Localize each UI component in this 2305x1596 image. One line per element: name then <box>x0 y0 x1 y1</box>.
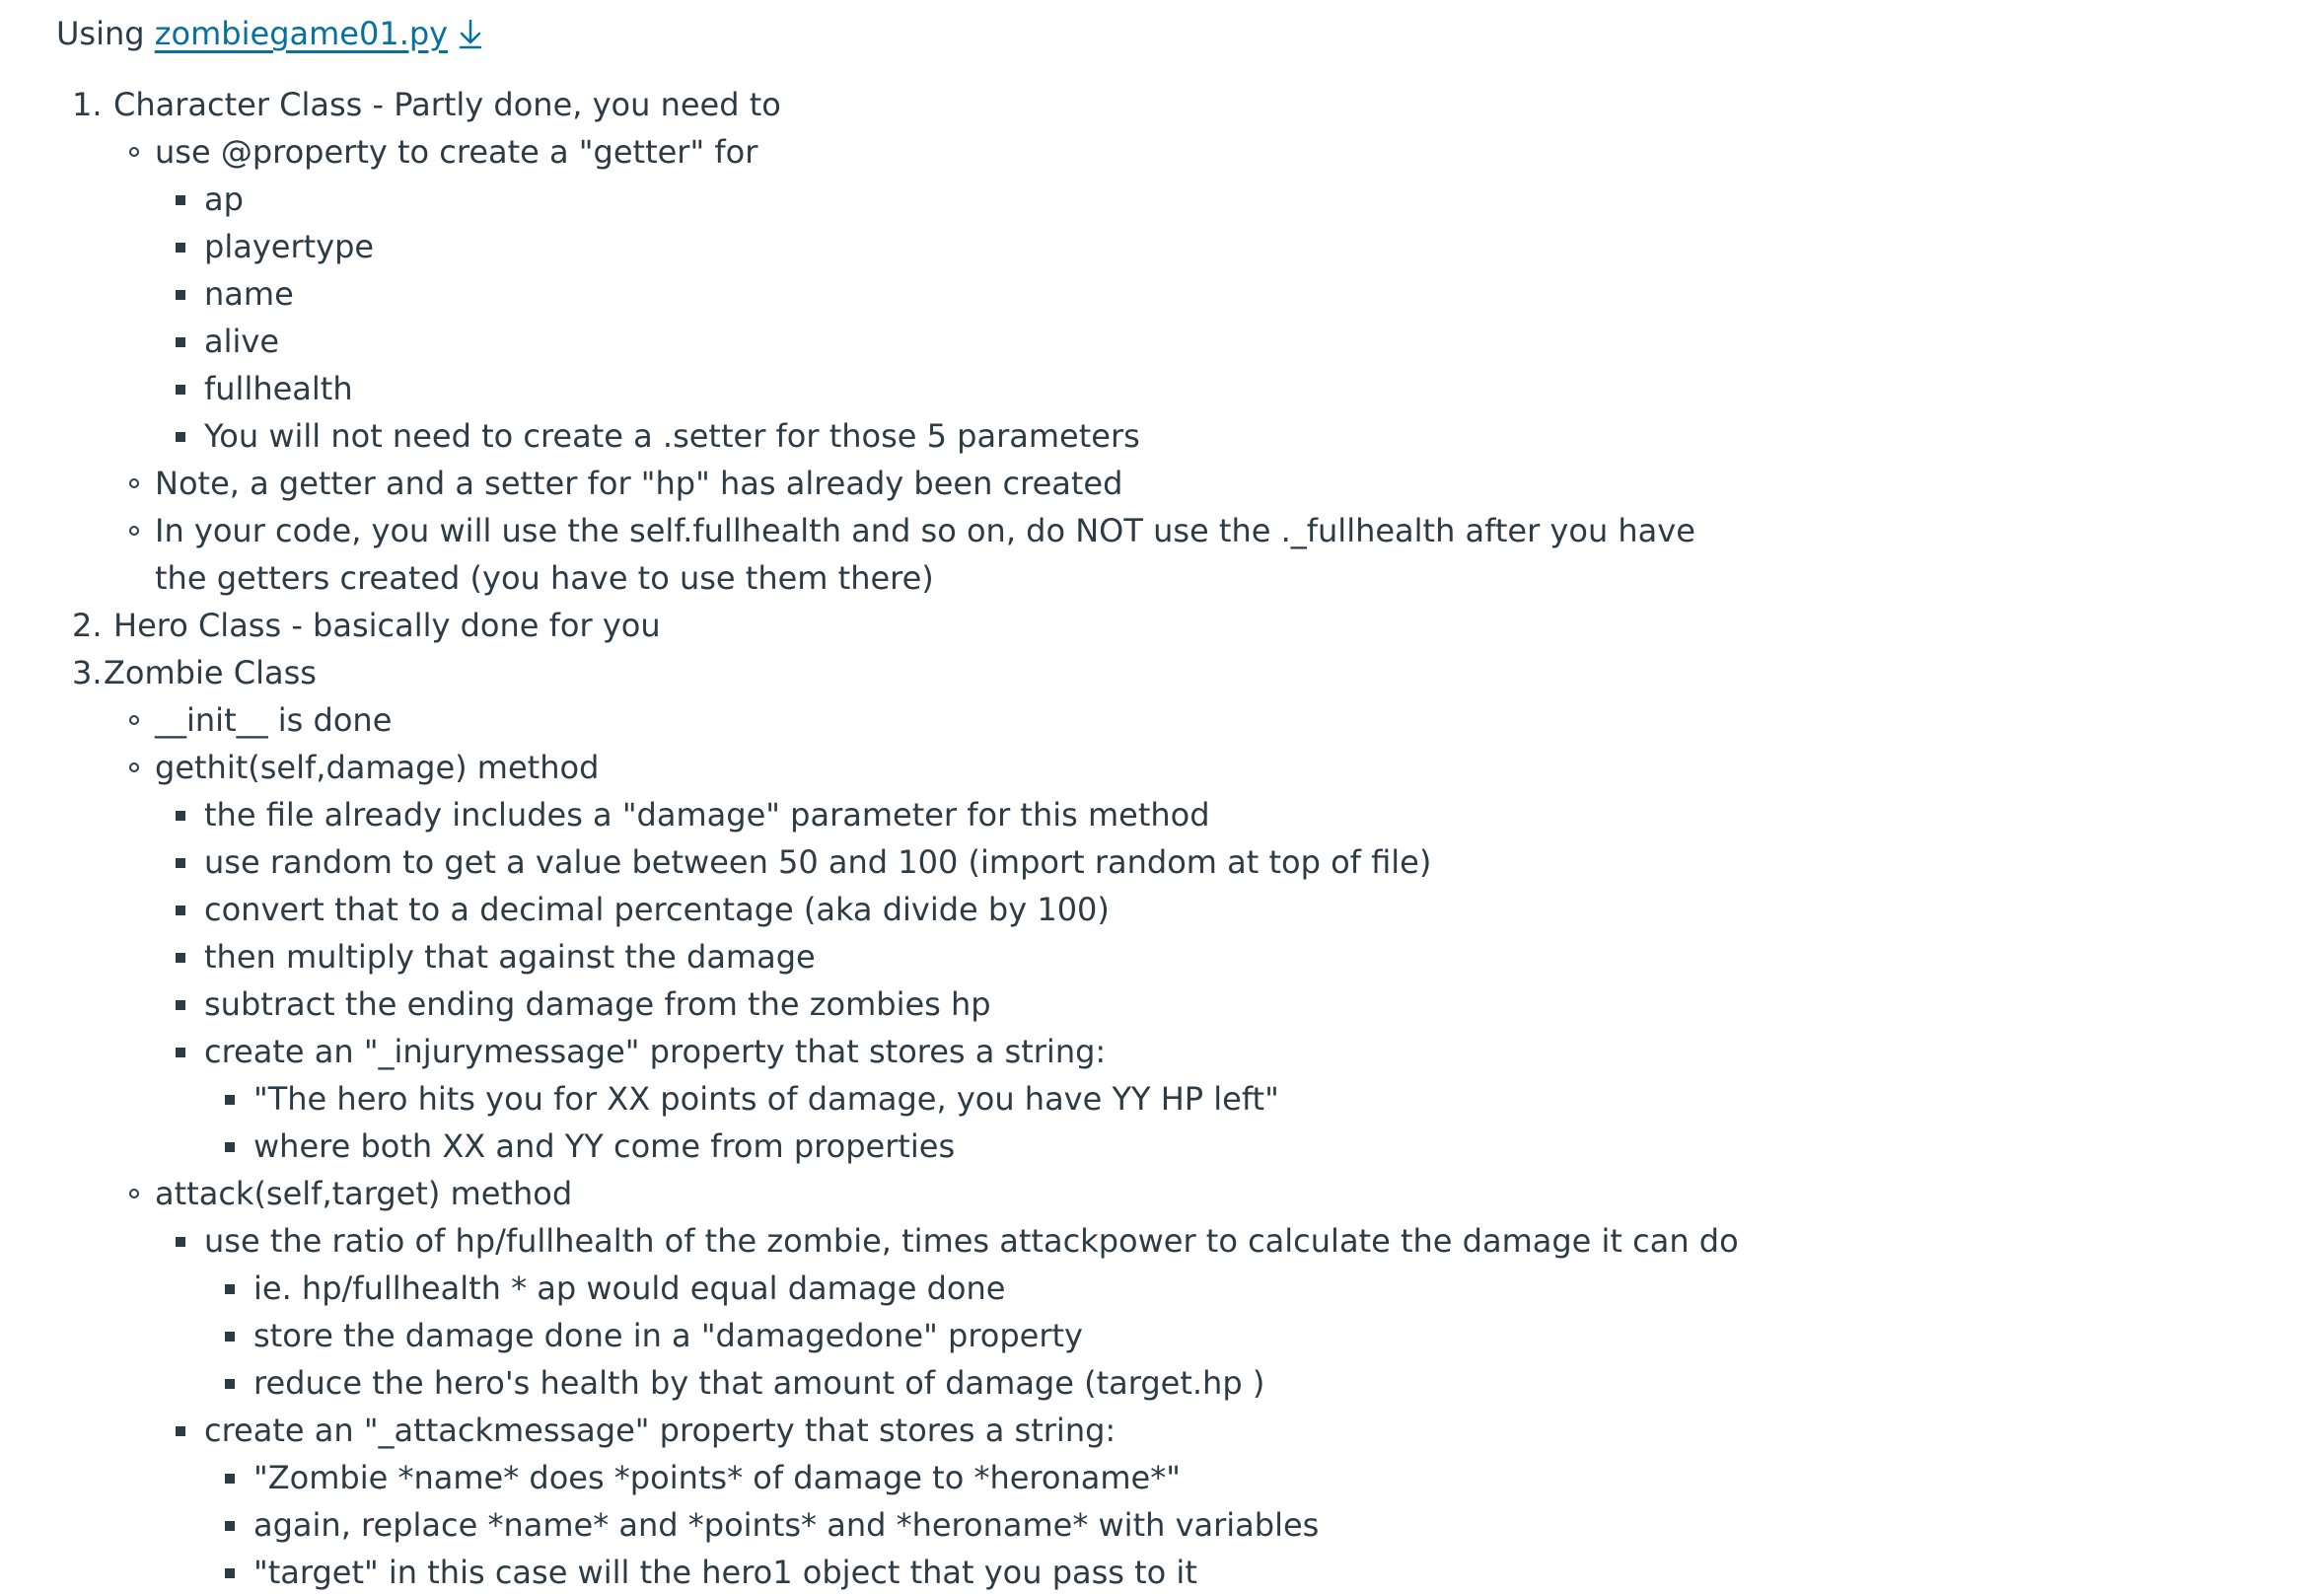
item-label: create an "_injurymessage" property that stores a string: <box>204 1033 1107 1070</box>
list-item <box>155 791 2275 838</box>
list-item-zombie-class <box>56 649 2275 1596</box>
item-label: attack(self,target) method <box>155 1175 573 1212</box>
list-item <box>155 886 2275 933</box>
list-item <box>155 1407 2275 1596</box>
item-label: subtract the ending damage from the zombies hp <box>204 985 991 1023</box>
list-item <box>204 1454 2275 1501</box>
sublist <box>113 128 2275 602</box>
item-label: Hero Class - basically done for you <box>113 607 661 644</box>
list-item <box>56 1170 2275 1596</box>
list-item <box>155 365 2275 412</box>
item-label: You will not need to create a .setter for those 5 parameters <box>204 417 1140 455</box>
item-number: 1. <box>72 86 103 123</box>
list-item <box>56 696 2275 744</box>
intro-line <box>56 10 2275 57</box>
sublist <box>204 1454 2275 1596</box>
item-label: alive <box>204 323 280 360</box>
item-label: __init__ is done <box>155 701 393 739</box>
list-item <box>204 1312 2275 1359</box>
item-label: convert that to a decimal percentage (aka divide by 100) <box>204 891 1110 928</box>
item-label: Zombie Class <box>104 654 317 691</box>
item-label: "Zombie *name* does *points* of damage to *heroname*" <box>253 1459 1181 1496</box>
list-item <box>204 1123 2275 1170</box>
sublist <box>155 791 2275 1170</box>
list-item <box>204 1501 2275 1549</box>
item-label: store the damage done in a "damagedone" property <box>253 1317 1083 1354</box>
list-item <box>204 1359 2275 1407</box>
list-item <box>155 412 2275 460</box>
instruction-list <box>56 81 2275 1596</box>
item-number: 2. <box>72 607 103 644</box>
item-label: gethit(self,damage) method <box>155 749 600 786</box>
item-label: Character Class - Partly done, you need to <box>113 86 781 123</box>
item-label: "The hero hits you for XX points of damage, you have YY HP left" <box>253 1080 1279 1118</box>
item-label: name <box>204 275 294 313</box>
item-label: playertype <box>204 228 375 265</box>
list-item <box>204 1549 2275 1596</box>
list-item-character-class <box>56 81 2275 602</box>
item-label: create an "_attackmessage" property that stores a string: <box>204 1412 1116 1449</box>
item-label: Note, a getter and a setter for "hp" has already been created <box>155 465 1123 502</box>
item-label: ap <box>204 181 244 218</box>
list-item <box>155 318 2275 365</box>
item-number: 3. <box>72 654 103 691</box>
list-item <box>155 933 2275 980</box>
download-icon[interactable] <box>454 16 487 49</box>
list-item <box>56 128 2275 460</box>
file-link[interactable]: zombiegame01.py <box>154 15 449 52</box>
list-item <box>204 1265 2275 1312</box>
list-item <box>155 1217 2275 1407</box>
item-label: use @property to create a "getter" for <box>155 133 758 171</box>
item-label: "target" in this case will the hero1 object that you pass to it <box>253 1554 1197 1591</box>
assignment-content <box>56 10 2275 1596</box>
item-label: use random to get a value between 50 and 100 (import random at top of file) <box>204 843 1432 881</box>
list-item <box>204 1075 2275 1123</box>
list-item <box>155 838 2275 886</box>
item-label: use the ratio of hp/fullhealth of the zombie, times attackpower to calculate the damage it can do <box>204 1222 1739 1260</box>
list-item <box>155 223 2275 270</box>
item-label: In your code, you will use the self.fullhealth and so on, do NOT use the ._fullhealth after you have the getters created (you have to use them there) <box>155 512 1695 597</box>
list-item <box>56 460 2275 507</box>
item-label: again, replace *name* and *points* and *heroname* with variables <box>253 1506 1320 1544</box>
item-label: then multiply that against the damage <box>204 938 816 976</box>
item-label: ie. hp/fullhealth * ap would equal damage done <box>253 1270 1006 1307</box>
list-item <box>56 507 1753 602</box>
item-label: fullhealth <box>204 370 353 407</box>
list-item <box>155 980 2275 1028</box>
list-item <box>155 176 2275 223</box>
sublist <box>155 176 2275 460</box>
item-label: the file already includes a "damage" parameter for this method <box>204 796 1210 834</box>
sublist <box>204 1075 2275 1170</box>
item-label: reduce the hero's health by that amount of damage (target.hp ) <box>253 1364 1265 1402</box>
item-label: where both XX and YY come from properties <box>253 1127 956 1165</box>
sublist <box>204 1265 2275 1407</box>
list-item <box>56 744 2275 1170</box>
intro-prefix: Using <box>56 15 155 52</box>
list-item-hero-class <box>56 602 2275 649</box>
sublist <box>155 1217 2275 1596</box>
sublist <box>104 696 2275 1596</box>
list-item <box>155 1028 2275 1170</box>
list-item <box>155 270 2275 318</box>
